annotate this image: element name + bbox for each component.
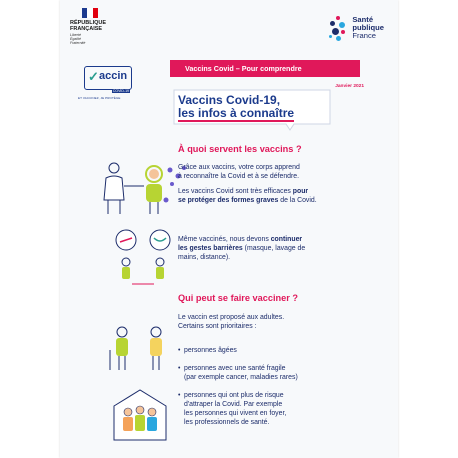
rf-motto: Liberté Égalité Fraternité xyxy=(70,33,86,46)
rf-name: RÉPUBLIQUE FRANÇAISE xyxy=(70,20,107,32)
section1-p1: Grâce aux vaccins, votre corps apprend à reconnaître la Covid et à se défendre. xyxy=(178,164,300,180)
section2-heading: Qui peut se faire vacciner ? xyxy=(178,293,298,303)
publication-date: Janvier 2021 xyxy=(335,84,364,89)
french-flag-icon xyxy=(82,8,98,18)
logo-tagline: ET VACCINEZ, JE PROTÈGE xyxy=(78,96,121,100)
doctor-vaccine-illustration xyxy=(98,160,188,218)
bullet-high-risk: • personnes qui ont plus de risque d'attraper la Covid. Par exemple les personnes qui vivent en foyer, les professionnels de santé. xyxy=(184,391,286,427)
flyer-page xyxy=(60,0,398,458)
spf-dots-icon xyxy=(328,16,348,44)
vaccin-covid-logo xyxy=(78,66,142,100)
vaccin-word: accin xyxy=(99,70,128,82)
header-banner: Vaccins Covid – Pour comprendre xyxy=(170,60,360,77)
covid-badge: COVID-19 xyxy=(112,89,129,93)
household-illustration xyxy=(110,386,170,442)
spf-line1: Santé xyxy=(352,15,374,24)
page-title: Vaccins Covid-19, les infos à connaître xyxy=(178,93,295,120)
spf-line2: publique xyxy=(352,23,384,32)
elderly-people-illustration xyxy=(104,322,174,378)
section1-p3: Même vaccinés, nous devons continuer les gestes barrières (masque, lavage de mains, distance). xyxy=(178,236,306,261)
section2-intro: Le vaccin est proposé aux adultes. Certains sont prioritaires : xyxy=(178,314,285,330)
barrier-gestures-illustration xyxy=(110,228,180,288)
section1-heading: À quoi servent les vaccins ? xyxy=(178,144,302,154)
bullet-fragile-health: • personnes avec une santé fragile (par exemple cancer, maladies rares) xyxy=(184,364,298,382)
bullet-elderly: • personnes âgées xyxy=(184,346,237,355)
section1-p2: Les vaccins Covid sont très efficaces pour se protéger des formes graves de la Covid. xyxy=(178,188,317,204)
spf-line3: France xyxy=(352,31,376,40)
check-icon: ✓ xyxy=(88,69,99,84)
sante-publique-france-logo xyxy=(328,16,384,44)
republique-francaise-logo xyxy=(70,8,130,46)
